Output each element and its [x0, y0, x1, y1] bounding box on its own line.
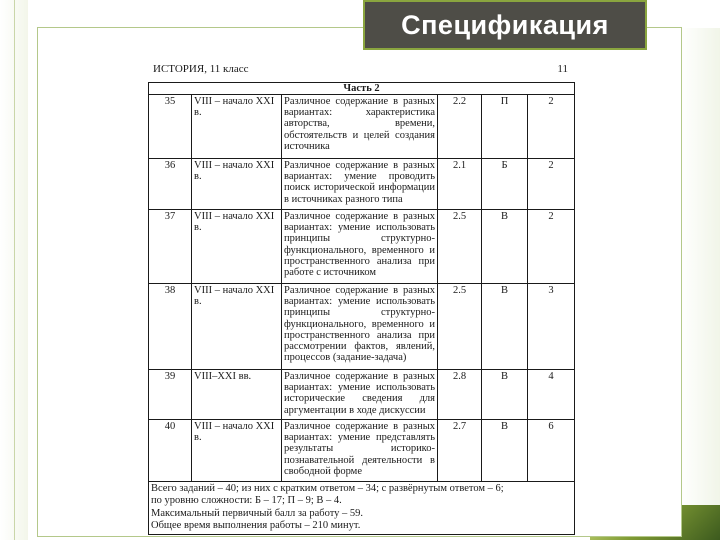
task-score: 2 — [528, 95, 575, 159]
task-level: В — [482, 420, 528, 482]
summary-row — [149, 482, 575, 535]
task-period: VIII–XXI вв. — [192, 370, 282, 420]
table-row — [149, 159, 575, 210]
task-description: Различное содержание в разных вариантах: умение проводить поиск исторической информации в источниках разного типа — [282, 159, 438, 210]
task-period: VIII – начало XXI в. — [192, 95, 282, 159]
task-number: 40 — [149, 420, 192, 482]
table-row — [149, 420, 575, 482]
title-box — [363, 0, 647, 50]
task-level: Б — [482, 159, 528, 210]
task-number: 35 — [149, 95, 192, 159]
task-description: Различное содержание в разных вариантах: характеристика авторства, времени, обстоятельств и целей создания источника — [282, 95, 438, 159]
part-header-row — [149, 83, 575, 95]
part-label: Часть 2 — [149, 83, 575, 95]
specification-table — [148, 82, 575, 535]
left-decoration-rule — [14, 0, 15, 540]
task-code: 2.5 — [438, 284, 482, 370]
summary-line: Максимальный первичный балл за работу – 59. — [151, 507, 364, 519]
task-score: 3 — [528, 284, 575, 370]
task-period: VIII – начало XXI в. — [192, 420, 282, 482]
summary-line: по уровню сложности: Б – 17; П – 9; В – 4. — [151, 495, 342, 507]
task-number: 38 — [149, 284, 192, 370]
task-score: 4 — [528, 370, 575, 420]
task-period: VIII – начало XXI в. — [192, 159, 282, 210]
subject-line: ИСТОРИЯ, 11 класс — [153, 63, 249, 75]
task-number: 39 — [149, 370, 192, 420]
task-code: 2.5 — [438, 210, 482, 284]
page-number: 11 — [557, 63, 568, 75]
left-decoration — [0, 0, 28, 540]
task-description: Различное содержание в разных вариантах: умение представлять результаты историко-познавательной деятельности в свободной форме — [282, 420, 438, 482]
task-score: 6 — [528, 420, 575, 482]
task-level: В — [482, 284, 528, 370]
task-code: 2.2 — [438, 95, 482, 159]
task-number: 36 — [149, 159, 192, 210]
task-code: 2.8 — [438, 370, 482, 420]
right-decoration — [680, 28, 720, 538]
task-level: В — [482, 210, 528, 284]
slide-title: Спецификация — [401, 9, 609, 40]
task-code: 2.7 — [438, 420, 482, 482]
table-row — [149, 95, 575, 159]
summary-line: Общее время выполнения работы – 210 минут. — [151, 520, 361, 532]
table-row — [149, 284, 575, 370]
task-number: 37 — [149, 210, 192, 284]
task-description: Различное содержание в разных вариантах: умение использовать принципы структурно-функционального, временного и пространственного анализа при рассмотрении фактов, явлений, процессов (задание-задача) — [282, 284, 438, 370]
table-row — [149, 210, 575, 284]
table-row — [149, 370, 575, 420]
task-description: Различное содержание в разных вариантах: умение использовать принципы структурно-функционального, временного и пространственного анализа при работе с источником — [282, 210, 438, 284]
task-level: В — [482, 370, 528, 420]
task-period: VIII – начало XXI в. — [192, 210, 282, 284]
summary-line: Всего заданий – 40; из них с кратким ответом – 34; с развёрнутым ответом – 6; — [151, 483, 504, 495]
task-score: 2 — [528, 159, 575, 210]
task-level: П — [482, 95, 528, 159]
summary-cell — [149, 482, 575, 535]
task-code: 2.1 — [438, 159, 482, 210]
task-period: VIII – начало XXI в. — [192, 284, 282, 370]
document-header — [150, 64, 570, 78]
task-score: 2 — [528, 210, 575, 284]
task-description: Различное содержание в разных вариантах: умение использовать исторические сведения для аргументации в ходе дискуссии — [282, 370, 438, 420]
specification-document — [148, 62, 574, 532]
